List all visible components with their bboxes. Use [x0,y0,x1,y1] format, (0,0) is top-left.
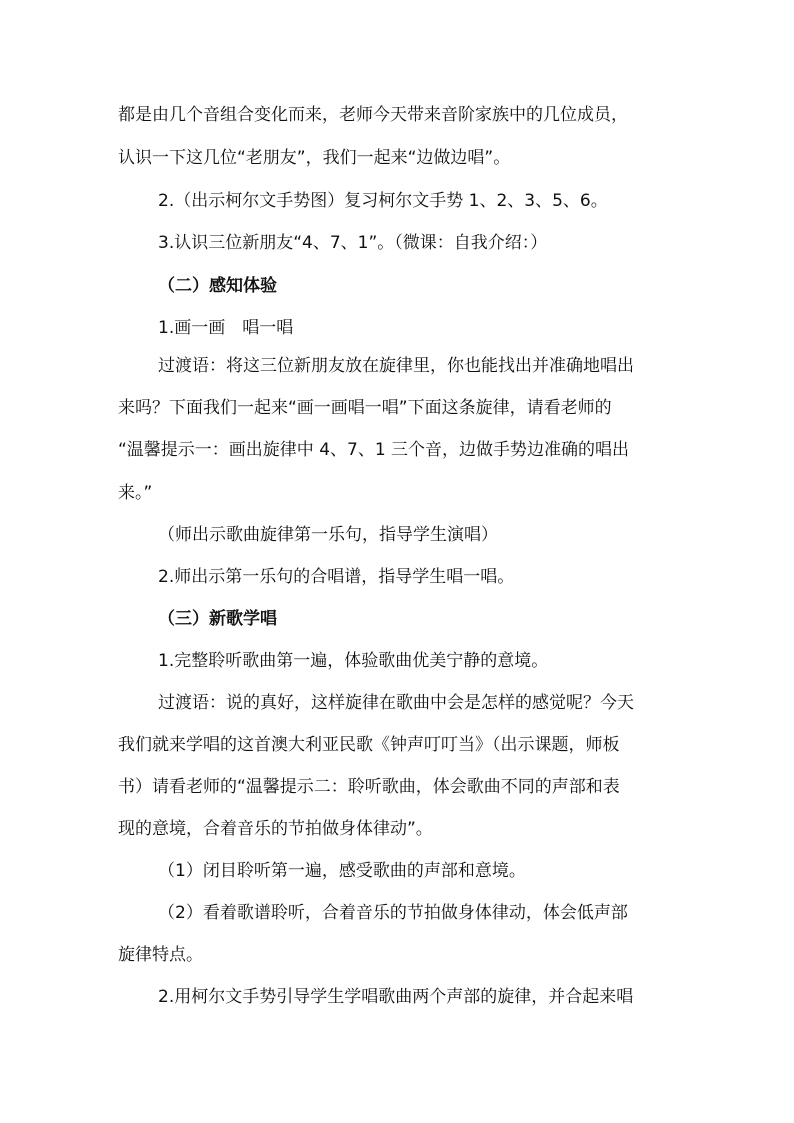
paragraph-line: 过渡语：说的真好，这样旋律在歌曲中会是怎样的感觉呢？今天 [158,693,634,713]
list-item: 2.用柯尔文手势引导学生学唱歌曲两个声部的旋律，并合起来唱 [158,987,634,1007]
section-heading: （三）新歌学唱 [158,609,277,629]
list-item: 3.认识三位新朋友“4、7、1”。（微课：自我介绍：） [158,233,548,253]
paragraph-line: 书）请看老师的“温馨提示二：聆听歌曲，体会歌曲不同的声部和表 [118,777,620,797]
paragraph-line: 都是由几个音组合变化而来，老师今天带来音阶家族中的几位成员， [118,105,628,125]
paragraph-line: 来。” [118,483,153,503]
paragraph-line: 来吗？下面我们一起来“画一画唱一唱”下面这条旋律，请看老师的 [118,398,612,418]
paragraph-line: “温馨提示一：画出旋律中 4、7、1 三个音，边做手势边准确的唱出 [118,440,630,460]
section-heading: （二）感知体验 [158,276,277,296]
list-item: 2.（出示柯尔文手势图）复习柯尔文手势 1、2、3、5、6。 [158,191,608,211]
paragraph-line: 现的意境，合着音乐的节拍做身体律动”。 [118,819,433,839]
list-item: （2）看着歌谱聆听，合着音乐的节拍做身体律动，体会低声部 [158,903,628,923]
list-item: 1.完整聆听歌曲第一遍，体验歌曲优美宁静的意境。 [158,651,549,671]
list-item: 2.师出示第一乐句的合唱谱，指导学生唱一唱。 [158,567,515,587]
paragraph-line: 认识一下这几位“老朋友”，我们一起来“边做边唱”。 [118,148,511,168]
subheading: 1.画一画 唱一唱 [158,318,294,338]
list-item: （1）闭目聆听第一遍，感受歌曲的声部和意境。 [158,861,526,881]
paragraph-line: 我们就来学唱的这首澳大利亚民歌《钟声叮叮当》（出示课题，师板 [118,735,620,755]
paragraph-line: 旋律特点。 [118,945,203,965]
paragraph-line: （师出示歌曲旋律第一乐句，指导学生演唱） [158,525,498,545]
paragraph-line: 过渡语：将这三位新朋友放在旋律里，你也能找出并准确地唱出 [158,356,634,376]
